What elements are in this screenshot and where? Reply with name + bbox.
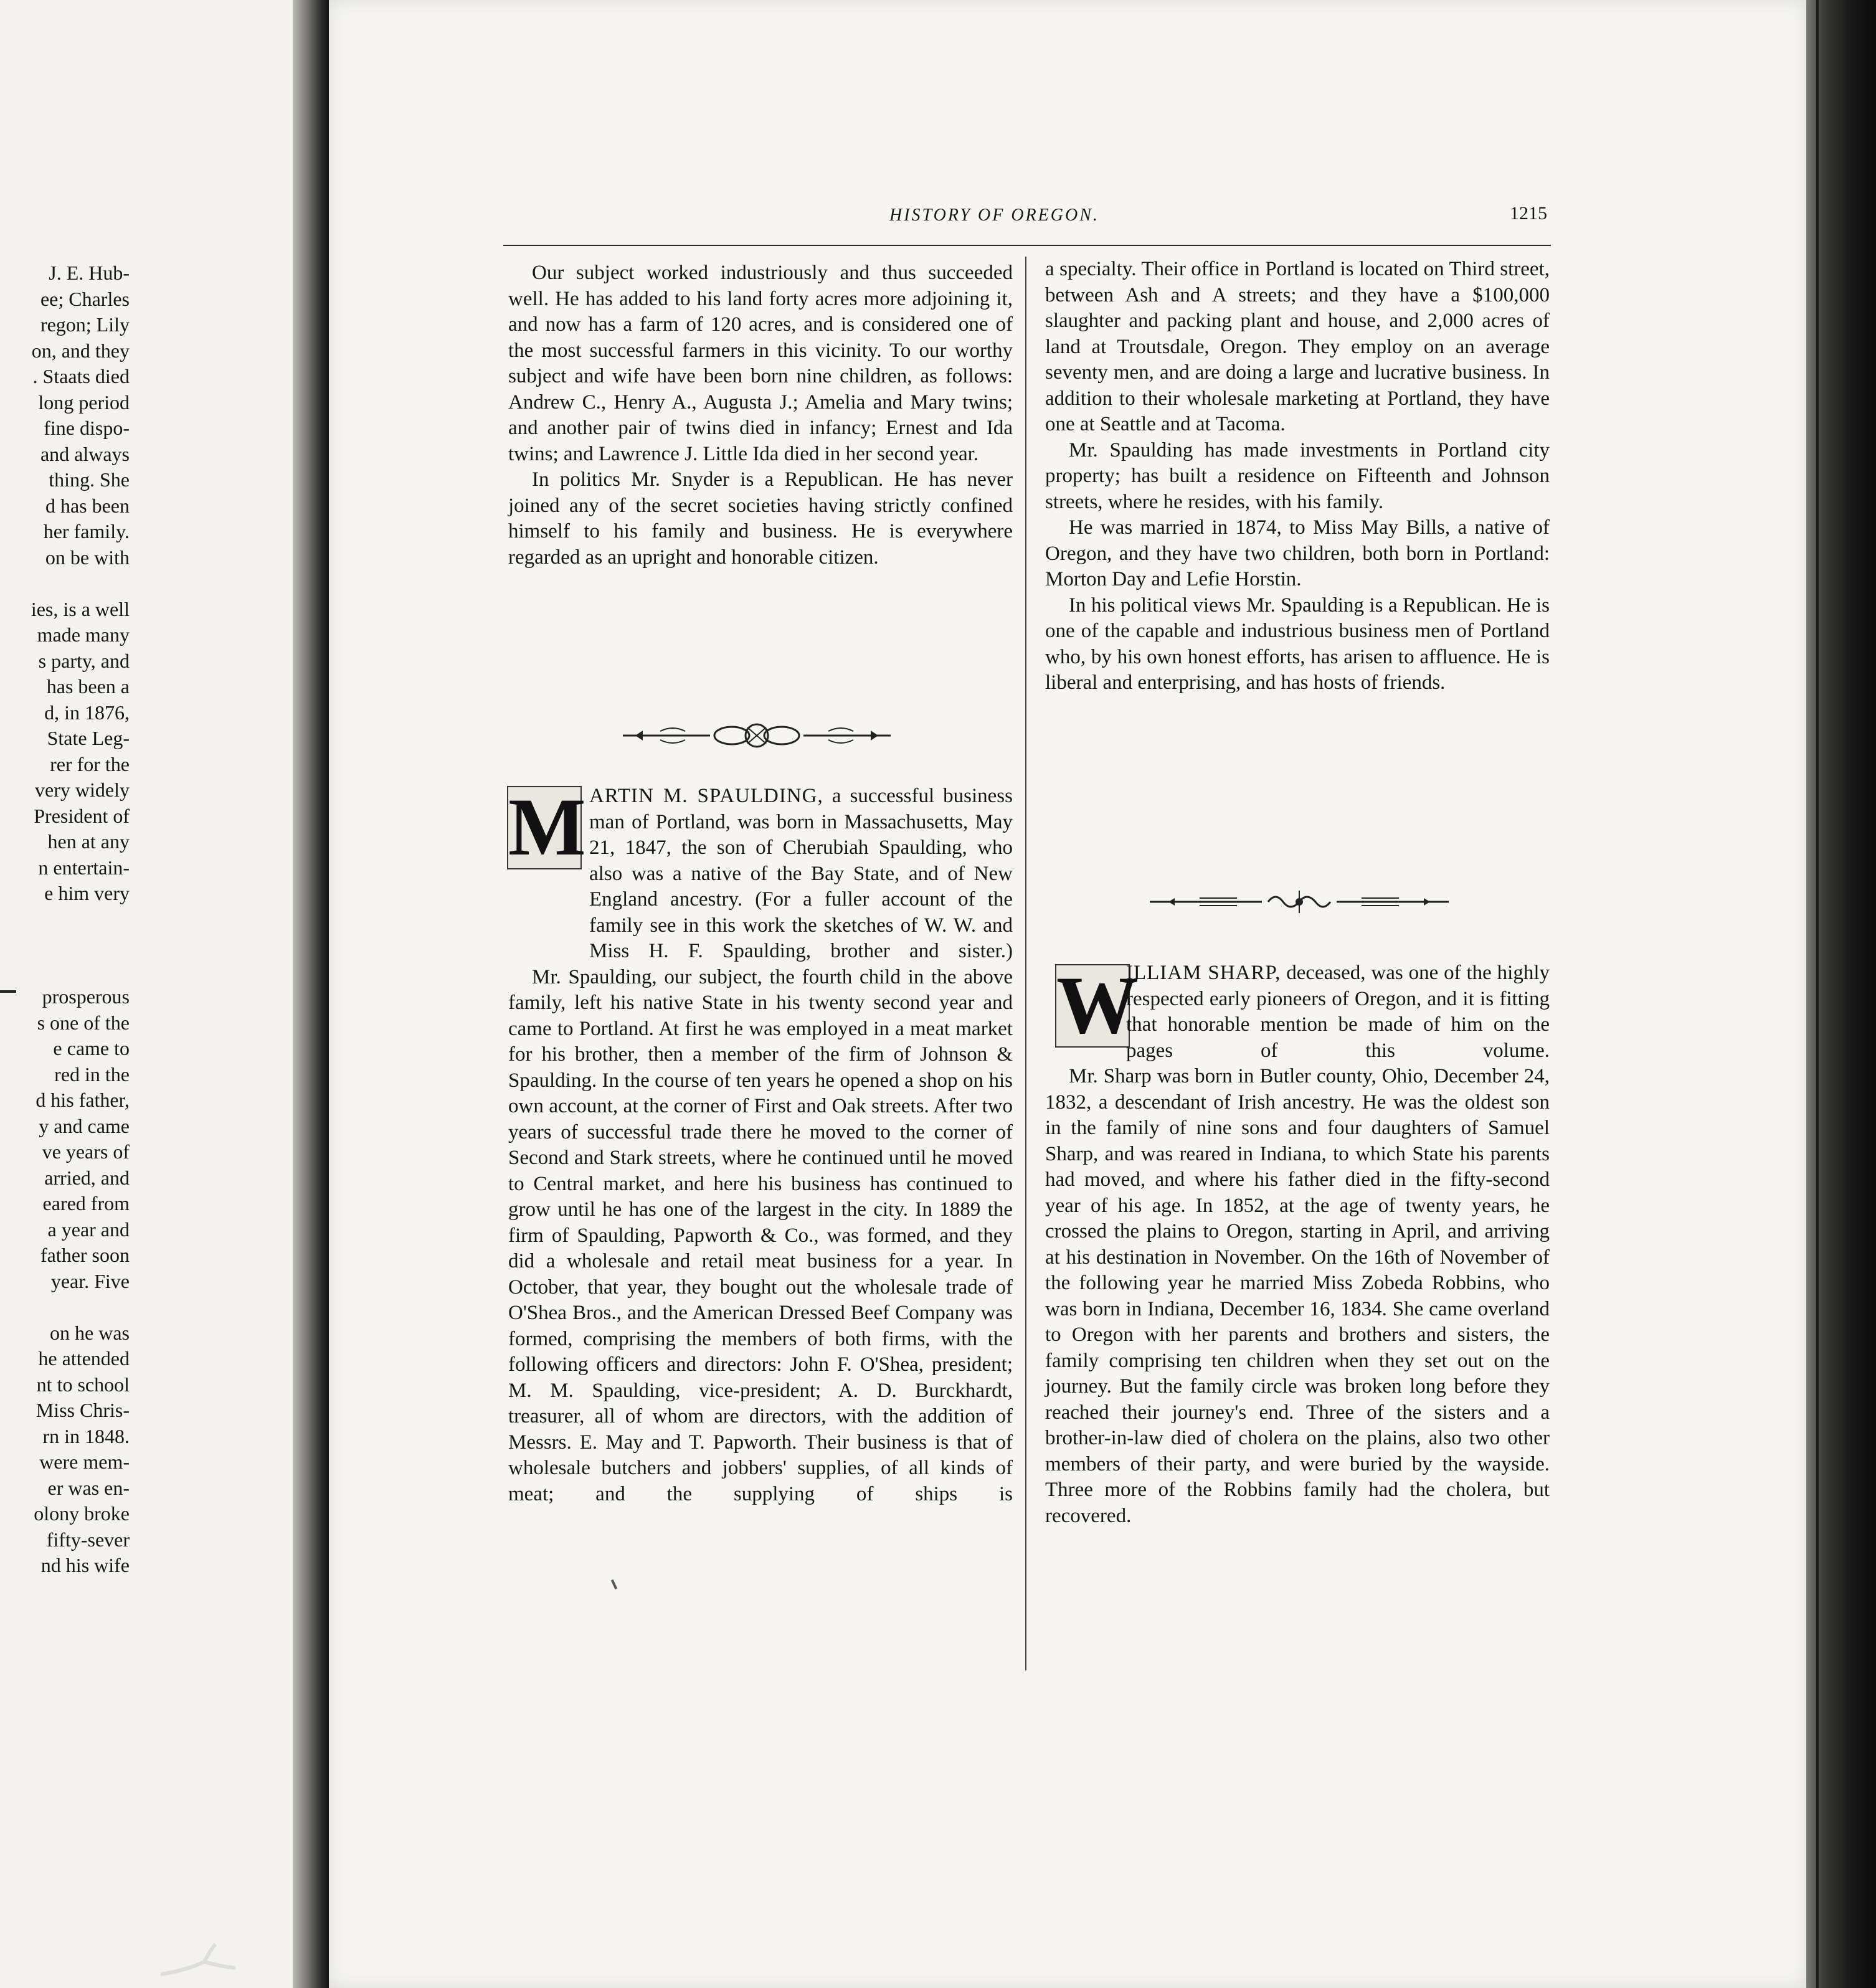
- previous-page-line: prosperous: [42, 985, 130, 1008]
- previous-page-line: nd his wife: [40, 1554, 130, 1576]
- column-left-top: [508, 260, 1013, 570]
- previous-page-line: [0, 907, 130, 933]
- spaulding-paragraph-3: a specialty. Their office in Portland is located on Third street, between Ash and A streets; and they have a $100,000 slaughter and packing plant and house, and 2,000 acres of land at Troutsdale, Oregon. They employ on an average seventy men, and are doing a large and lucrative business. In addition to their wholesale marketing at Portland, they have one at Seattle and at Tacoma.: [1045, 258, 1550, 435]
- previous-page-line: were mem-: [39, 1451, 130, 1473]
- previous-page-line: hen at any: [47, 830, 130, 853]
- previous-page-line: State Leg-: [47, 727, 130, 749]
- previous-page-line: very widely: [35, 779, 130, 801]
- previous-page-line: rn in 1848.: [42, 1424, 130, 1447]
- previous-page-line: made many: [37, 623, 130, 646]
- dropcap-letter: W: [1056, 959, 1139, 1051]
- previous-page-line: [0, 1294, 130, 1320]
- header-rule: [503, 245, 1551, 246]
- previous-page-line: a year and: [47, 1218, 130, 1241]
- previous-page-line: . Staats died: [32, 365, 130, 387]
- book-gutter: [293, 0, 329, 1988]
- snyder-paragraph-2: In politics Mr. Snyder is a Republican. He has never joined any of the secret societies having strictly confined himself to his family and business. He is everywhere regarded as an upright and honorable citizen.: [508, 468, 1013, 569]
- previous-page-line: has been a: [46, 675, 130, 698]
- previous-page-line: er was en-: [47, 1476, 130, 1499]
- book-edge-line: [1816, 0, 1819, 1988]
- previous-page-line: J. E. Hub-: [49, 262, 130, 284]
- spaulding-biography: [508, 783, 1013, 1507]
- previous-page-line: thing. She: [49, 468, 130, 491]
- running-head: HISTORY OF OREGON.: [889, 206, 1099, 225]
- previous-page-line: e him very: [44, 882, 130, 904]
- previous-page-line: fine dispo-: [44, 417, 130, 439]
- sharp-biography: [1045, 960, 1550, 1529]
- section-dash: [0, 990, 16, 993]
- previous-page-line: on, and they: [31, 339, 130, 362]
- spaulding-paragraph-5: He was married in 1874, to Miss May Bills, a native of Oregon, and they have two children, both born in Portland: Morton Day and Lefie Horstin.: [1045, 516, 1550, 590]
- previous-page-line: nt to school: [36, 1373, 130, 1396]
- previous-page-line: s one of the: [37, 1011, 130, 1034]
- sharp-paragraph-1: deceased, was one of the highly respected early pioneers of Oregon, and it is fitting that honorable mention be made of him on the pages of this volume.: [1126, 962, 1550, 1062]
- previous-page-line: d his father,: [36, 1089, 130, 1111]
- previous-page-line: red in the: [54, 1063, 130, 1086]
- sharp-name: ILLIAM SHARP,: [1126, 962, 1281, 984]
- column-divider: [1025, 257, 1026, 1670]
- previous-page-line: d has been: [45, 494, 130, 517]
- previous-page-line: olony broke: [34, 1502, 130, 1525]
- corner-ink-mark: [161, 1943, 260, 1981]
- ornament-divider-icon: [1144, 887, 1455, 917]
- previous-page-line: fifty-sever: [46, 1528, 130, 1551]
- previous-page-line: her family.: [43, 520, 130, 542]
- dropcap-letter: M: [508, 781, 586, 873]
- previous-page-line: year. Five: [50, 1269, 130, 1292]
- previous-page-line: s party, and: [38, 649, 130, 672]
- previous-page-line: ve years of: [42, 1140, 130, 1163]
- sharp-paragraph-2: Mr. Sharp was born in Butler county, Ohio, December 24, 1832, a descendant of Irish ancestry. He was the oldest son in the family of nine sons and four daughters of Samuel Sharp, and was reared in Indiana, to which State his parents had moved, and where his father died in the fifty-second year of his age. In 1852, at the age of twenty years, he crossed the plains to Oregon, starting in April, and arriving at his destination in November. On the 16th of November of the following year he married Miss Zobeda Robbins, who was born in Indiana, December 16, 1834. She came overland to Oregon with her parents and brothers and sisters, the family comprising ten children when they set out on the journey. But the family circle was broken long before they reached their journey's end. Three of the sisters and a brother-in-law died of cholera on the plains, also two other members of their party, and were buried by the wayside. Three more of the Robbins family had the cholera, but recovered.: [1045, 1065, 1550, 1527]
- spaulding-paragraph-6: In his political views Mr. Spaulding is a Republican. He is one of the capable and industrious business men of Portland who, by his own honest efforts, has arisen to affluence. He is liberal and enterprising, and has hosts of friends.: [1045, 594, 1550, 694]
- spaulding-paragraph-4: Mr. Spaulding has made investments in Portland city property; has built a residence on Fifteenth and Johnson streets, where he resides, with his family.: [1045, 438, 1550, 513]
- column-right: [1045, 257, 1550, 696]
- previous-page-line: e came to: [53, 1037, 130, 1059]
- spaulding-name: ARTIN M. SPAULDING,: [589, 785, 823, 807]
- previous-page-line: Miss Chris-: [36, 1399, 130, 1421]
- spaulding-paragraph-2: Mr. Spaulding, our subject, the fourth child in the above family, left his native State in his twenty second year and came to Portland. At first he was employed in a meat market for his brother, then a member of the firm of Johnson & Spaulding. In the course of ten years he opened a shop on his own account, at the corner of First and Oak streets. After two years of successful trade there he moved to the corner of Second and Stark streets, where he continued until he moved to Central market, and here his business has continued to grow until he has one of the largest in the city. In 1889 the firm of Spaulding, Papworth & Co., was formed, and they did a wholesale and retail meat business for a year. In October, that year, they bought out the wholesale trade of O'Shea Bros., and the American Dressed Beef Company was formed, comprising the members of both firms, with the following officers and directors: John F. O'Shea, president; M. M. Spaulding, vice-president; A. D. Burckhardt, treasurer, all of whom are directors, with the addition of Messrs. E. May and T. Papworth. Their business is that of wholesale butchers and jobbers' supplies, of all kinds of meat; and the supplying of ships is: [508, 965, 1013, 1505]
- previous-page-line: he attended: [38, 1347, 130, 1370]
- previous-page-line: y and came: [39, 1114, 130, 1137]
- previous-page-column: [0, 260, 130, 1579]
- previous-page-line: [0, 570, 130, 597]
- previous-page-line: and always: [40, 442, 130, 465]
- book-edge-line: [1839, 0, 1842, 1988]
- previous-page-line: rer for the: [50, 752, 130, 775]
- page-number: 1215: [1510, 203, 1547, 224]
- sharp-opening: [1045, 960, 1550, 1064]
- previous-page-line: [0, 959, 130, 985]
- previous-page-line: [0, 932, 130, 959]
- previous-page: [0, 0, 295, 1988]
- previous-page-line: on he was: [50, 1321, 130, 1344]
- snyder-paragraph-1: Our subject worked industriously and thus succeeded well. He has added to his land forty acres more adjoining it, and now has a farm of 120 acres, and is considered one of the most successful farmers in this vicinity. To our worthy subject and wife have been born nine children, as follows: Andrew C., Henry A., Augusta J.; Amelia and Mary twins; and another pair of twins died in infancy; Ernest and Ida twins; and Lawrence J. Little Ida died in her second year.: [508, 262, 1013, 465]
- ornament-divider-icon: [617, 720, 897, 751]
- previous-page-line: ies, is a well: [31, 597, 130, 620]
- previous-page-line: father soon: [40, 1244, 130, 1266]
- previous-page-line: regon; Lily: [40, 313, 130, 336]
- spaulding-opening: [508, 783, 1013, 965]
- previous-page-line: President of: [34, 804, 130, 827]
- previous-page-line: d, in 1876,: [44, 701, 130, 724]
- previous-page-line: ee; Charles: [40, 287, 130, 310]
- previous-page-line: long period: [38, 391, 130, 414]
- previous-page-line: arried, and: [44, 1166, 130, 1189]
- spaulding-paragraph-1: a successful business man of Portland, was born in Massachusetts, May 21, 1847, the son of Cherubiah Spaulding, who also was a native of the Bay State, and of New England ancestry. (For a fuller account of the family see in this work the sketches of W. W. and Miss H. F. Spaulding, brother and sister.): [589, 785, 1013, 962]
- previous-page-line: on be with: [45, 546, 130, 569]
- previous-page-line: n entertain-: [38, 856, 130, 879]
- previous-page-line: eared from: [42, 1192, 130, 1214]
